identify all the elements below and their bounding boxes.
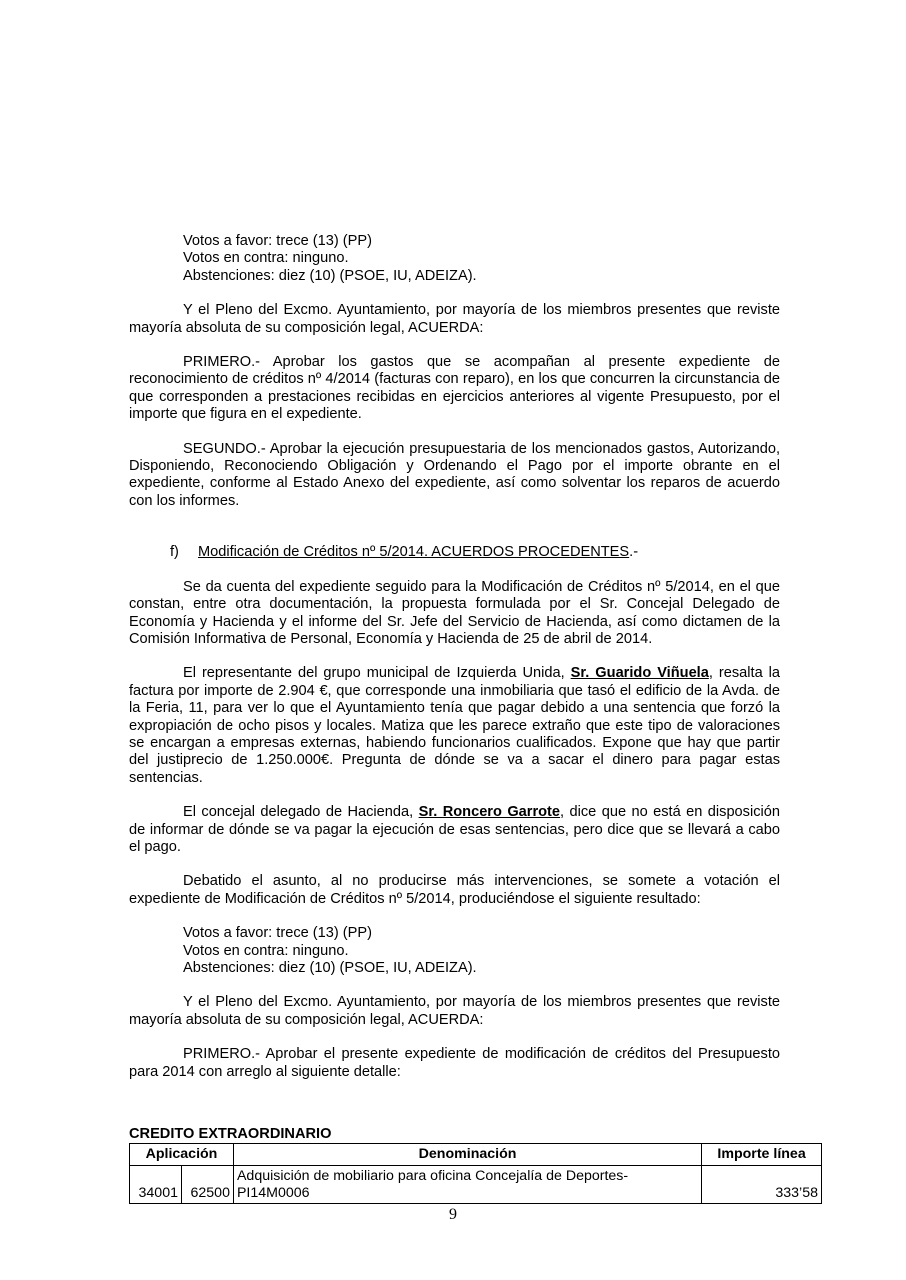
cell-importe: 333’58: [702, 1166, 822, 1204]
paragraph-text: El representante del grupo municipal de Izquierda Unida,: [183, 665, 571, 682]
table-row: [130, 1166, 822, 1204]
paragraph-primero: PRIMERO.- Aprobar los gastos que se acompañan al presente expediente de reconocimiento de créditos nº 4/2014 (facturas con reparo), en los que concurren la circunstancia de que corresponden a prestaciones recibidas en ejercicios anteriores al vigente Presupuesto, por el importe que figura en el expediente.: [129, 354, 780, 423]
paragraph-text: El concejal delegado de Hacienda,: [183, 804, 419, 821]
page-number: 9: [449, 1206, 457, 1223]
paragraph-debatido: Debatido el asunto, al no producirse más intervenciones, se somete a votación el expediente de Modificación de Créditos nº 5/2014, produciéndose el siguiente resultado:: [129, 873, 780, 907]
section-letter: f): [170, 544, 179, 561]
cell-org: 34001: [130, 1166, 182, 1204]
paragraph-text: , resalta la factura por importe de 2.904 €, que corresponde una inmobiliaria que tasó el edificio de la Avda. de la Feria, 11, para ver lo que el Ayuntamiento tenía que pagar debido a una sentencia que forzó la expropiación de ocho pisos y locales. Matiza que les parece extraño que este tipo de valoraciones se encargan a empresas externas, habiendo funcionarios cualificados. Expone que hay que partir del justiprecio de 1.250.000€. Pregunta de dónde se va a sacar el dinero para pagar estas sentencias.: [129, 665, 781, 786]
vote-abstenciones: Abstenciones: diez (10) (PSOE, IU, ADEIZA).: [183, 960, 477, 976]
paragraph-da-cuenta: Se da cuenta del expediente seguido para la Modificación de Créditos nº 5/2014, en el que constan, entre otra documentación, la propuesta formulada por el Sr. Concejal Delegado de Economía y Hacienda y el informe del Sr. Jefe del Servicio de Hacienda, así como dictamen de la Comisión Informativa de Personal, Economía y Hacienda de 25 de abril de 2014.: [129, 578, 780, 647]
paragraph-primero: PRIMERO.- Aprobar el presente expediente de modificación de créditos del Presupuesto para 2014 con arreglo al siguiente detalle:: [129, 1046, 780, 1080]
cell-eco: 62500: [181, 1166, 233, 1204]
paragraph-text: , dice que no está en disposición de informar de dónde se va pagar la ejecución de esas sentencias, pero dice que se llevará a cabo el pago.: [129, 804, 780, 855]
cell-denominacion: Adquisición de mobiliario para oficina Concejalía de Deportes-PI14M0006: [233, 1166, 701, 1204]
vote-contra: Votos en contra: ninguno.: [183, 942, 349, 959]
paragraph-pleno-acuerda: Y el Pleno del Excmo. Ayuntamiento, por mayoría de los miembros presentes que reviste mayoría absoluta de su composición legal, ACUERDA:: [129, 994, 780, 1028]
section-title-suffix: .-: [629, 544, 639, 561]
section-heading-f: [129, 544, 780, 561]
paragraph-pleno-acuerda: Y el Pleno del Excmo. Ayuntamiento, por mayoría de los miembros presentes que reviste mayoría absoluta de su composición legal, ACUERDA:: [129, 302, 780, 336]
paragraph-hacienda: [129, 804, 780, 856]
header-importe: Importe línea: [702, 1144, 822, 1166]
vote-abstenciones: Abstenciones: diez (10) (PSOE, IU, ADEIZA).: [183, 267, 477, 284]
table-title: CREDITO EXTRAORDINARIO: [129, 1126, 332, 1142]
vote-favor: Votos a favor: trece (13) (PP): [183, 925, 372, 942]
paragraph-izquierda-unida: [129, 665, 780, 787]
credit-table: [129, 1143, 822, 1204]
vote-favor: Votos a favor: trece (13) (PP): [183, 233, 372, 249]
paragraph-segundo: SEGUNDO.- Aprobar la ejecución presupuestaria de los mencionados gastos, Autorizando, Disponiendo, Reconociendo Obligación y Ordenando el Pago por el importe obrante en el expediente, conforme al Estado Anexo del expediente, así como solventar los reparos de acuerdo con los informes.: [129, 440, 780, 509]
table-header-row: [130, 1144, 822, 1166]
speaker-name: Sr. Guarido Viñuela: [570, 665, 709, 682]
header-aplicacion: Aplicación: [130, 1144, 234, 1166]
document-body: [129, 233, 780, 1081]
header-denominacion: Denominación: [233, 1144, 701, 1166]
vote-contra: Votos en contra: ninguno.: [183, 250, 349, 267]
section-title: Modificación de Créditos nº 5/2014. ACUERDOS PROCEDENTES: [198, 544, 630, 561]
speaker-name: Sr. Roncero Garrote: [418, 804, 561, 821]
